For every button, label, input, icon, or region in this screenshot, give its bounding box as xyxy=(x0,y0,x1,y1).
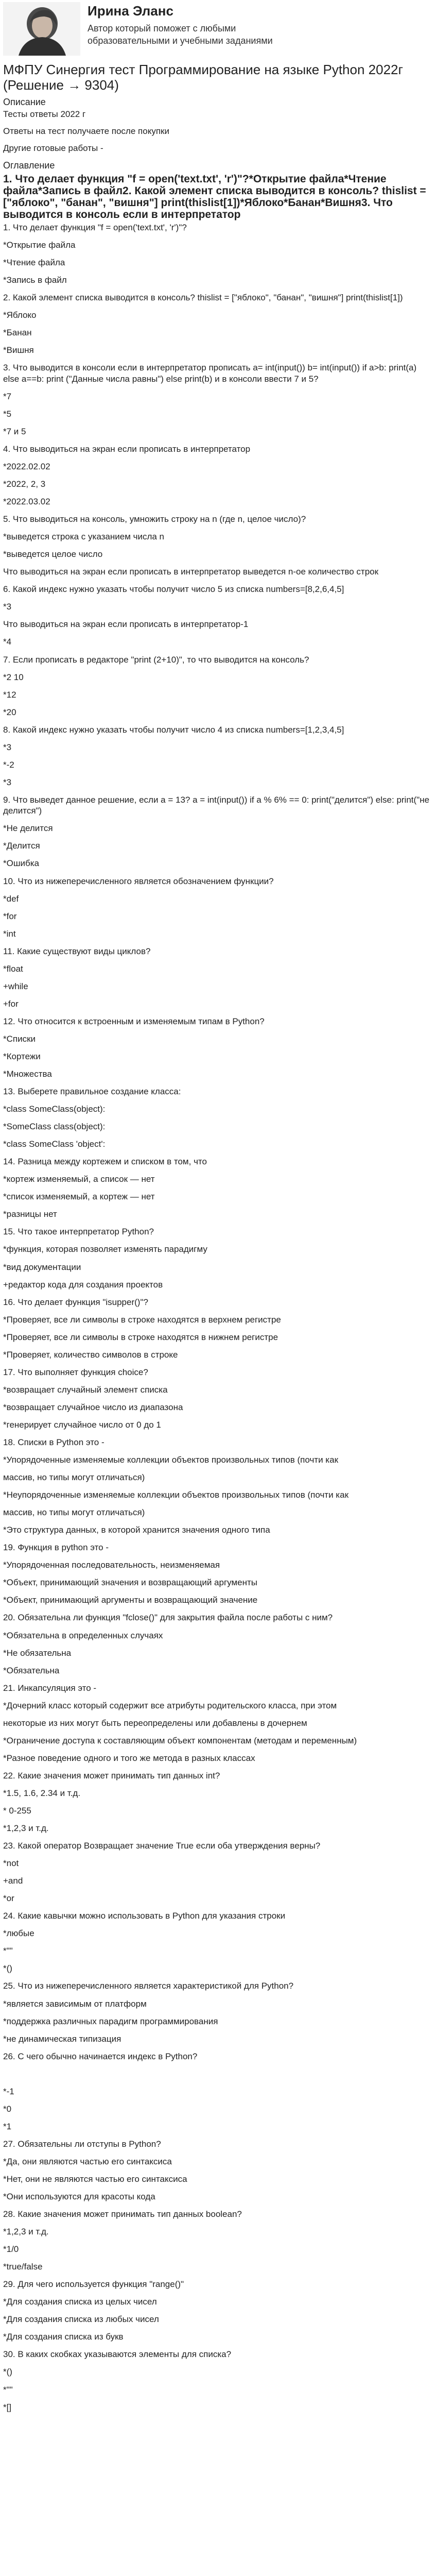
list-item: *Чтение файла xyxy=(3,258,65,268)
list-item: 23. Какой оператор Возвращает значение True если оба утверждения верны? xyxy=(3,1841,321,1851)
list-item: 5. Что выводиться на консоль, умножить строку на n (где n, целое число)? xyxy=(3,514,306,524)
list-item: 3. Что выводится в консоли если в интерпретатор прописать a= int(input()) b= int(input()) if a>b: print(a) else a==b: print ("Данные числа равны") else print(b) и в консоли ввести 7 и 5? xyxy=(3,363,417,384)
list-item: *or xyxy=(3,1893,14,1904)
list-item: 21. Инкапсуляция это - xyxy=(3,1683,97,1693)
list-item: *2022.02.02 xyxy=(3,462,50,472)
author-name[interactable]: Ирина Эланс xyxy=(88,3,173,19)
list-item: *2 10 xyxy=(3,672,24,682)
questions-list xyxy=(3,222,433,2413)
list-item: 1. Что делает функция "f = open('text.txt', 'r')"? xyxy=(3,223,187,232)
list-item: Что выводиться на экран если прописать в интерпретатор-1 xyxy=(3,619,249,630)
list-item: *Ошибка xyxy=(3,858,39,869)
list-item: *Для создания списка из целых чисел xyxy=(3,2297,157,2307)
list-item xyxy=(3,2069,433,2079)
list-item: *12 xyxy=(3,689,16,700)
list-item: *Да, они являются частью его синтаксиса xyxy=(3,2156,172,2166)
list-item: *кортеж изменяемый, а список — нет xyxy=(3,1174,155,1184)
list-item: массив, но типы могут отличаться) xyxy=(3,1507,145,1518)
list-item: 22. Какие значения может принимать тип данных int? xyxy=(3,1770,220,1781)
list-item: 2. Какой элемент списка выводится в консоль? thislist = ["яблоко", "банан", "вишня"] print(thislist[1]) xyxy=(3,293,403,303)
list-item: *Разное поведение одного и того же метода в разных классах xyxy=(3,1753,255,1763)
list-item: *3 xyxy=(3,602,12,612)
list-item: 30. В каких скобках указываются элементы для списка? xyxy=(3,2349,232,2360)
list-item: 18. Списки в Python это - xyxy=(3,1437,104,1447)
list-item: *class SomeClass 'object': xyxy=(3,1139,106,1149)
list-item: *Проверяет, все ли символы в строке находятся в нижнем регистре xyxy=(3,1332,278,1342)
list-item: Что выводиться на экран если прописать в интерпретатор выведется n-ое количество строк xyxy=(3,567,379,577)
description-line: Ответы на тест получаете после покупки xyxy=(3,126,169,136)
list-item: *Они используются для красоты кода xyxy=(3,2192,155,2201)
list-item: *[] xyxy=(3,2402,12,2412)
list-item: *Ограничение доступа к составляющим объект компонентам (методам и переменным) xyxy=(3,1735,357,1745)
list-item: *Проверяет, количество символов в строке xyxy=(3,1349,178,1360)
list-item: *2022.03.02 xyxy=(3,497,50,507)
list-item: 19. Функция в python это - xyxy=(3,1543,109,1553)
description-label: Описание xyxy=(3,97,46,107)
toc-label: Оглавление xyxy=(3,160,55,171)
list-item: *Это структура данных, в которой хранится значения одного типа xyxy=(3,1525,270,1535)
list-item: *int xyxy=(3,928,16,939)
list-item: +редактор кода для создания проектов xyxy=(3,1279,163,1290)
list-item: *def xyxy=(3,893,19,904)
list-item: *Не обязательна xyxy=(3,1648,72,1658)
list-item: * 0-255 xyxy=(3,1805,31,1816)
list-item: *Банан xyxy=(3,328,32,338)
list-item: *Обязательна в определенных случаях xyxy=(3,1630,163,1640)
list-item: *2022, 2, 3 xyxy=(3,479,46,489)
list-item: *Объект, принимающий значения и возвращающий аргументы xyxy=(3,1578,257,1588)
list-item: 4. Что выводиться на экран если прописать в интерпретатор xyxy=(3,444,251,454)
list-item: *Кортежи xyxy=(3,1051,41,1061)
list-item: 28. Какие значения может принимать тип данных boolean? xyxy=(3,2209,242,2219)
list-item: *4 xyxy=(3,637,12,647)
list-item: *0 xyxy=(3,2104,12,2114)
list-item: 8. Какой индекс нужно указать чтобы получит число 4 из списка numbers=[1,2,3,4,5] xyxy=(3,724,344,735)
list-item: *Для создания списка из букв xyxy=(3,2332,124,2342)
list-item: *Упорядоченные изменяемые коллекции объектов произвольных типов (почти как xyxy=(3,1455,339,1465)
list-item: массив, но типы могут отличаться) xyxy=(3,1472,145,1483)
list-item: *возвращает случайный элемент списка xyxy=(3,1384,168,1395)
list-item: 17. Что выполняет функция choice? xyxy=(3,1367,148,1377)
list-item: +for xyxy=(3,998,19,1009)
list-item: *class SomeClass(object): xyxy=(3,1104,106,1114)
list-item: 12. Что относится к встроенным и изменяемым типам в Python? xyxy=(3,1016,265,1026)
list-item: 20. Обязательна ли функция "fclose()" для закрытия файла после работы с ним? xyxy=(3,1613,333,1623)
list-item: 13. Выберете правильное создание класса: xyxy=(3,1087,181,1097)
list-item: *Объект, принимающий аргументы и возвращающий значение xyxy=(3,1595,258,1605)
list-item: *Списки xyxy=(3,1033,36,1044)
list-item: *3 xyxy=(3,742,12,752)
toc-lead-text: 1. Что делает функция "f = open('text.txt', 'r')"?*Открытие файла*Чтение файла*Запись в файл2. Какой элемент списка выводится в консоль? thislist = ["яблоко", "банан", "вишня"] print(thislist[1])*Яблоко*Банан*Вишня3. Что выводится в консоль если в интерпретатор xyxy=(3,173,426,221)
list-item: *Яблоко xyxy=(3,310,37,320)
list-item: *функция, которая позволяет изменять парадигму xyxy=(3,1244,207,1255)
list-item: 11. Какие существуют виды циклов? xyxy=(3,946,151,956)
list-item: *Проверяет, все ли символы в строке находятся в верхнем регистре xyxy=(3,1314,281,1325)
list-item: *выведется строка с указанием числа n xyxy=(3,532,165,542)
list-item: *список изменяемый, а кортеж — нет xyxy=(3,1192,155,1202)
list-item: некоторые из них могут быть переопределены или добавлены в дочернем xyxy=(3,1718,307,1728)
list-item: 27. Обязательны ли отступы в Python? xyxy=(3,2139,161,2149)
list-item: *генерирует случайное число от 0 до 1 xyxy=(3,1419,161,1430)
list-item: 9. Что выведет данное решение, если a = 13? a = int(input()) if a % 6% == 0: print("делится") else: print("не делится") xyxy=(3,794,430,816)
list-item: *() xyxy=(3,2367,12,2377)
list-item: +while xyxy=(3,981,28,991)
list-item: *выведется целое число xyxy=(3,549,103,560)
list-item: *Вишня xyxy=(3,345,34,355)
list-item: *1 xyxy=(3,2121,12,2131)
list-item: 29. Для чего используется функция "range()" xyxy=(3,2279,184,2290)
list-item: *"" xyxy=(3,1946,13,1956)
list-item: *Упорядоченная последовательность, неизменяемая xyxy=(3,1560,220,1570)
list-item: 16. Что делает функция "isupper()"? xyxy=(3,1297,148,1307)
list-item: 26. С чего обычно начинается индекс в Python? xyxy=(3,2051,198,2061)
list-item: *вид документации xyxy=(3,1262,81,1272)
list-item: *Неупорядоченные изменяемые коллекции объектов произвольных типов (почти как xyxy=(3,1490,349,1500)
list-item: 25. Что из нижеперечисленного является характеристикой для Python? xyxy=(3,1981,294,1991)
description-line: Другие готовые работы - xyxy=(3,143,103,153)
list-item: *Для создания списка из любых чисел xyxy=(3,2314,159,2325)
author-avatar[interactable] xyxy=(3,2,80,56)
list-item: *() xyxy=(3,1963,12,1974)
list-item: *not xyxy=(3,1858,19,1869)
list-item: *true/false xyxy=(3,2262,43,2272)
list-item: *Обязательна xyxy=(3,1665,60,1675)
list-item: *for xyxy=(3,911,17,921)
list-item: 15. Что такое интерпретатор Python? xyxy=(3,1227,154,1237)
list-item: *Запись в файл xyxy=(3,275,67,285)
list-item: *"" xyxy=(3,2384,13,2395)
list-item: *-1 xyxy=(3,2086,14,2096)
list-item: *Открытие файла xyxy=(3,240,76,250)
list-item: 24. Какие кавычки можно использовать в Python для указания строки xyxy=(3,1911,286,1921)
list-item: *float xyxy=(3,963,23,974)
list-item: *1,2,3 и т.д. xyxy=(3,2227,49,2237)
list-item: *возвращает случайное число из диапазона xyxy=(3,1402,183,1412)
list-item: 10. Что из нижеперечисленного является обозначением функции? xyxy=(3,876,274,886)
list-item: *-2 xyxy=(3,759,14,770)
list-item: *Не делится xyxy=(3,823,53,834)
list-item: 7. Если прописать в редакторе "print (2+10)", то что выводится на консоль? xyxy=(3,654,309,665)
list-item: *5 xyxy=(3,409,12,419)
author-header xyxy=(3,0,433,59)
list-item: *7 и 5 xyxy=(3,426,26,436)
list-item: *любые xyxy=(3,1928,34,1939)
author-subtitle: Автор который поможет с любыми образовательными и учебными заданиями xyxy=(88,23,273,46)
list-item: *Множества xyxy=(3,1069,52,1079)
list-item: *поддержка различных парадигм программирования xyxy=(3,2016,218,2026)
avatar-photo-icon xyxy=(3,2,80,56)
list-item: *Нет, они не являются частью его синтаксиса xyxy=(3,2174,187,2184)
list-item: 6. Какой индекс нужно указать чтобы получит число 5 из списка numbers=[8,2,6,4,5] xyxy=(3,584,344,595)
list-item: *Делится xyxy=(3,841,40,851)
list-item: +and xyxy=(3,1876,23,1886)
page-title: МФПУ Синергия тест Программирование на языке Python 2022г (Решение → 9304) xyxy=(3,62,403,93)
list-item: *1.5, 1.6, 2.34 и т.д. xyxy=(3,1788,81,1798)
description-line: Тесты ответы 2022 г xyxy=(3,109,86,119)
list-item: *1/0 xyxy=(3,2244,19,2255)
list-item: *1,2,3 и т.д. xyxy=(3,1823,49,1834)
list-item: *20 xyxy=(3,707,16,717)
list-item: *SomeClass class(object): xyxy=(3,1122,106,1132)
list-item: *7 xyxy=(3,391,12,401)
list-item: *является зависимым от платформ xyxy=(3,1998,147,2009)
author-info xyxy=(88,2,273,47)
list-item: *не динамическая типизация xyxy=(3,2033,121,2044)
list-item: *разницы нет xyxy=(3,1209,57,1219)
list-item: *3 xyxy=(3,777,12,787)
list-item: *Дочерний класс который содержит все атрибуты родительского класса, при этом xyxy=(3,1700,337,1710)
list-item: 14. Разница между кортежем и списком в том, что xyxy=(3,1157,207,1167)
